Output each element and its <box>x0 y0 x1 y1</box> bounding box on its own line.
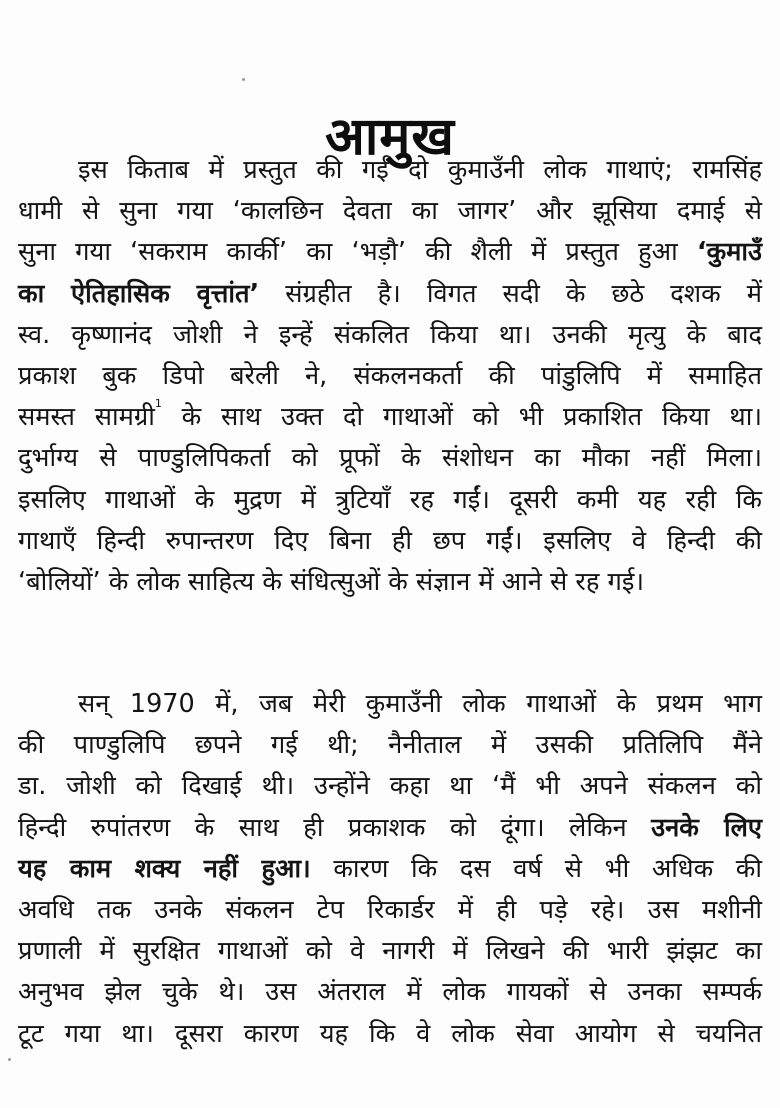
text-segment: डा. जोशी को दिखाई थी। उन्होंने कहा था ‘मैं भी अपने संकलन को <box>18 771 762 801</box>
text-segment: ‘बोलियों’ के लोक साहित्य के संधित्सुओं के संज्ञान में आने से रह गई। <box>18 567 645 597</box>
text-segment: अनुभव झेल चुके थे। उस अंतराल में लोक गायकों से उनका सम्पर्क <box>18 977 762 1007</box>
scan-speck <box>8 1058 11 1061</box>
text-segment: सुना गया ‘सकराम कार्की’ का ‘भड़ौ’ की शैली में प्रस्तुत हुआ <box>18 237 697 267</box>
text-line <box>18 438 762 478</box>
bold-text: ‘कुमाउँ <box>696 237 762 267</box>
text-line <box>18 562 762 602</box>
text-line <box>18 397 762 437</box>
text-segment: इसलिए गाथाओं के मुद्रण में त्रुटियाँ रह गईं। दूसरी कमी यह रही कि <box>18 485 762 515</box>
text-line <box>18 356 762 396</box>
text-line <box>18 274 762 314</box>
text-segment: स्व. कृष्णानंद जोशी ने इन्हें संकलित किया था। उनकी मृत्यु के बाद <box>18 320 762 350</box>
text-line <box>18 191 762 231</box>
text-line <box>78 684 762 724</box>
text-line <box>18 808 762 848</box>
text-segment: संग्रहीत है। विगत सदी के छठे दशक में <box>259 279 762 309</box>
text-line <box>18 931 762 971</box>
text-segment: टूट गया था। दूसरा कारण यह कि वे लोक सेवा आयोग से चयनित <box>18 1019 762 1049</box>
text-line <box>78 150 762 190</box>
text-segment: धामी से सुना गया ‘कालछिन देवता का जागर’ और झूसिया दमाई से <box>18 196 762 226</box>
text-segment: सन् 1970 में, जब मेरी कुमाउँनी लोक गाथाओं के प्रथम भाग <box>78 689 762 719</box>
scan-speck <box>242 78 245 81</box>
text-segment: प्रकाश बुक डिपो बरेली ने, संकलनकर्ता की पांडुलिपि में समाहित <box>18 361 762 391</box>
text-segment: कारण कि दस वर्ष से भी अधिक की <box>310 854 762 884</box>
text-line <box>18 480 762 520</box>
text-segment: हिन्दी रुपांतरण के साथ ही प्रकाशक को दूंगा। लेकिन <box>18 813 652 843</box>
text-line <box>18 521 762 561</box>
text-segment: के साथ उक्त दो गाथाओं को भी प्रकाशित किया था। <box>161 402 762 432</box>
text-line <box>18 972 762 1012</box>
text-line <box>18 890 762 930</box>
text-segment: समस्त सामग्री <box>18 402 155 432</box>
bold-text: का ऐतिहासिक वृत्तांत’ <box>18 279 260 309</box>
text-line <box>18 1014 762 1054</box>
text-segment: की पाण्डुलिपि छपने गई थी; नैनीताल में उसकी प्रतिलिपि मैंने <box>18 730 762 760</box>
page-title: आमुख <box>325 106 455 167</box>
text-segment: गाथाएँ हिन्दी रुपान्तरण दिए बिना ही छप गईं। इसलिए वे हिन्दी की <box>18 526 762 556</box>
text-line <box>18 232 762 272</box>
bold-text: यह काम शक्य नहीं हुआ। <box>18 854 311 884</box>
footnote-marker: 1 <box>154 397 162 410</box>
bold-text: उनके लिए <box>651 813 762 843</box>
text-line <box>18 849 762 889</box>
text-segment: अवधि तक उनके संकलन टेप रिकार्डर में ही पड़े रहे। उस मशीनी <box>18 895 762 925</box>
text-line <box>18 315 762 355</box>
text-segment: दुर्भाग्य से पाण्डुलिपिकर्ता को प्रूफों के संशोधन का मौका नहीं मिला। <box>18 443 762 473</box>
text-line <box>18 766 762 806</box>
text-segment: इस किताब में प्रस्तुत की गई दो कुमाउँनी लोक गाथाएं; रामसिंह <box>78 155 762 185</box>
text-line <box>18 725 762 765</box>
text-segment: प्रणाली में सुरक्षित गाथाओं को वे नागरी में लिखने की भारी झंझट का <box>18 936 762 966</box>
